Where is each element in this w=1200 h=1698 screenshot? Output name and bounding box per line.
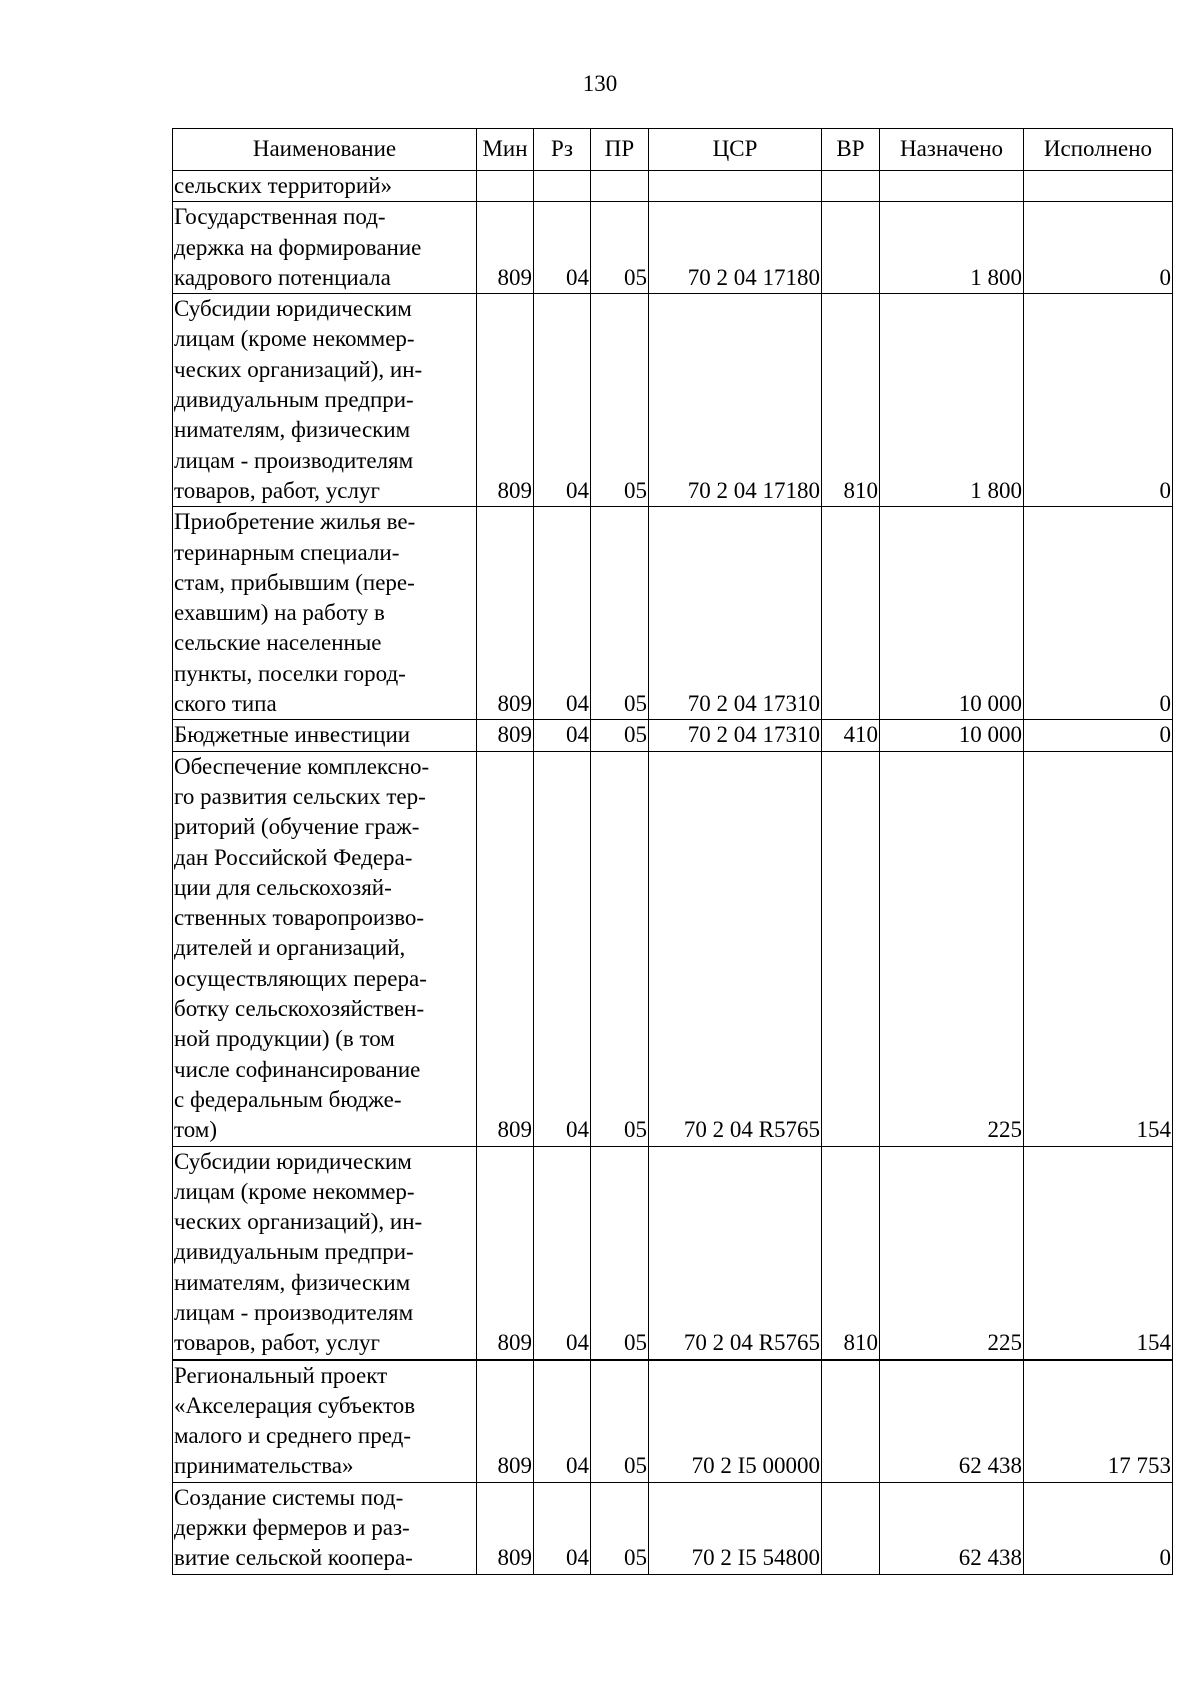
cell-csr: 70 2 04 R5765 bbox=[649, 751, 822, 1146]
cell-name-line: дителей и организаций, bbox=[174, 935, 406, 961]
cell-name-line: ского типа bbox=[174, 691, 277, 717]
cell-name bbox=[173, 751, 477, 1146]
cell-name bbox=[173, 171, 477, 202]
cell-name bbox=[173, 1146, 477, 1360]
table-row bbox=[173, 1482, 1173, 1574]
table-row bbox=[173, 507, 1173, 720]
cell-name-line: числе софинансирование bbox=[174, 1056, 421, 1082]
cell-name-line: принимательства» bbox=[174, 1453, 354, 1479]
cell-name-line: нимателям, физическим bbox=[174, 417, 411, 443]
cell-name-line: сельских территорий» bbox=[174, 173, 393, 198]
cell-pr: 05 bbox=[591, 1482, 649, 1574]
cell-pr: 05 bbox=[591, 507, 649, 720]
cell-name bbox=[173, 507, 477, 720]
cell-csr: 70 2 I5 00000 bbox=[649, 1360, 822, 1483]
cell-name-line: Региональный проект bbox=[174, 1362, 388, 1388]
cell-name-line: дивидуальным предпри- bbox=[174, 387, 414, 413]
cell-csr: 70 2 I5 54800 bbox=[649, 1482, 822, 1574]
cell-name-line: Приобретение жилья ве- bbox=[174, 509, 416, 535]
cell-min: 809 bbox=[477, 1360, 534, 1483]
cell-name-line: ческих организаций), ин- bbox=[174, 1209, 423, 1235]
cell-min: 809 bbox=[477, 507, 534, 720]
cell-name-line: витие сельской коопера- bbox=[174, 1545, 413, 1571]
cell-executed: 0 bbox=[1024, 507, 1173, 720]
column-header-rz: Рз bbox=[534, 129, 591, 171]
cell-name-line: ственных товаропроизво- bbox=[174, 905, 425, 931]
cell-rz bbox=[534, 171, 591, 202]
cell-vr: 810 bbox=[822, 294, 880, 507]
cell-name-line: стам, прибывшим (пере- bbox=[174, 569, 415, 595]
cell-executed: 154 bbox=[1024, 1146, 1173, 1360]
table-row bbox=[173, 1360, 1173, 1483]
cell-name-line: Государственная под- bbox=[174, 204, 386, 230]
cell-executed: 0 bbox=[1024, 202, 1173, 294]
cell-name-line: ехавшим) на работу в bbox=[174, 600, 385, 626]
cell-rz: 04 bbox=[534, 720, 591, 751]
cell-name-line: осуществляющих перера- bbox=[174, 965, 427, 991]
cell-csr: 70 2 04 17310 bbox=[649, 507, 822, 720]
cell-name-line: ческих организаций), ин- bbox=[174, 356, 423, 382]
cell-name-line: Субсидии юридическим bbox=[174, 1148, 412, 1174]
cell-pr: 05 bbox=[591, 1360, 649, 1483]
cell-vr: 410 bbox=[822, 720, 880, 751]
cell-csr: 70 2 04 17180 bbox=[649, 202, 822, 294]
cell-rz: 04 bbox=[534, 294, 591, 507]
cell-name bbox=[173, 1360, 477, 1483]
table-row bbox=[173, 720, 1173, 751]
cell-name-line: Создание системы под- bbox=[174, 1484, 404, 1510]
cell-assigned: 225 bbox=[880, 1146, 1024, 1360]
cell-vr bbox=[822, 507, 880, 720]
cell-name-line: малого и среднего пред- bbox=[174, 1423, 411, 1449]
cell-csr: 70 2 04 R5765 bbox=[649, 1146, 822, 1360]
cell-name bbox=[173, 720, 477, 751]
cell-name-line: лицам - производителям bbox=[174, 447, 414, 473]
cell-name-line: пункты, поселки город- bbox=[174, 660, 406, 686]
cell-name-line: Обеспечение комплексно- bbox=[174, 753, 430, 779]
cell-name-line: Субсидии юридическим bbox=[174, 296, 412, 322]
cell-name-line: лицам (кроме некоммер- bbox=[174, 326, 415, 352]
table-row bbox=[173, 1146, 1173, 1360]
table-row bbox=[173, 202, 1173, 294]
column-header-vr: ВР bbox=[822, 129, 880, 171]
cell-rz: 04 bbox=[534, 1482, 591, 1574]
cell-executed: 154 bbox=[1024, 751, 1173, 1146]
cell-vr bbox=[822, 202, 880, 294]
cell-name-line: теринарным специали- bbox=[174, 539, 400, 565]
cell-rz: 04 bbox=[534, 507, 591, 720]
cell-rz: 04 bbox=[534, 1360, 591, 1483]
cell-vr: 810 bbox=[822, 1146, 880, 1360]
cell-name-line: го развития сельских тер- bbox=[174, 783, 426, 809]
cell-executed: 0 bbox=[1024, 294, 1173, 507]
cell-name bbox=[173, 294, 477, 507]
cell-name-line: риторий (обучение граж- bbox=[174, 814, 420, 840]
table-row bbox=[173, 294, 1173, 507]
cell-name-line: кадрового потенциала bbox=[174, 264, 391, 290]
cell-assigned: 62 438 bbox=[880, 1360, 1024, 1483]
column-header-name: Наименование bbox=[173, 129, 477, 171]
cell-pr: 05 bbox=[591, 1146, 649, 1360]
cell-csr bbox=[649, 171, 822, 202]
cell-name-line: Бюджетные инвестиции bbox=[174, 722, 411, 748]
cell-min: 809 bbox=[477, 202, 534, 294]
cell-name bbox=[173, 1482, 477, 1574]
cell-assigned: 225 bbox=[880, 751, 1024, 1146]
cell-rz: 04 bbox=[534, 751, 591, 1146]
cell-name-line: ции для сельскохозяй- bbox=[174, 874, 392, 900]
cell-name-line: том) bbox=[174, 1117, 218, 1143]
cell-min: 809 bbox=[477, 1482, 534, 1574]
cell-name-line: дан Российской Федера- bbox=[174, 844, 413, 870]
cell-executed bbox=[1024, 171, 1173, 202]
table-row bbox=[173, 751, 1173, 1146]
cell-rz: 04 bbox=[534, 202, 591, 294]
cell-name-line: держка на формирование bbox=[174, 234, 422, 260]
cell-assigned: 1 800 bbox=[880, 294, 1024, 507]
column-header-assigned: Назначено bbox=[880, 129, 1024, 171]
budget-table bbox=[172, 128, 1173, 1575]
cell-min: 809 bbox=[477, 294, 534, 507]
cell-assigned: 1 800 bbox=[880, 202, 1024, 294]
cell-min: 809 bbox=[477, 1146, 534, 1360]
cell-name-line: лицам (кроме некоммер- bbox=[174, 1178, 415, 1204]
cell-name-line: нимателям, физическим bbox=[174, 1269, 411, 1295]
cell-name-line: товаров, работ, услуг bbox=[174, 477, 380, 503]
cell-assigned bbox=[880, 171, 1024, 202]
cell-name bbox=[173, 202, 477, 294]
cell-min bbox=[477, 171, 534, 202]
cell-name-line: товаров, работ, услуг bbox=[174, 1330, 380, 1356]
cell-executed: 0 bbox=[1024, 720, 1173, 751]
cell-pr: 05 bbox=[591, 751, 649, 1146]
cell-pr: 05 bbox=[591, 720, 649, 751]
cell-vr bbox=[822, 171, 880, 202]
cell-name-line: с федеральным бюдже- bbox=[174, 1086, 402, 1112]
cell-executed: 17 753 bbox=[1024, 1360, 1173, 1483]
cell-csr: 70 2 04 17180 bbox=[649, 294, 822, 507]
cell-assigned: 62 438 bbox=[880, 1482, 1024, 1574]
cell-csr: 70 2 04 17310 bbox=[649, 720, 822, 751]
cell-vr bbox=[822, 1482, 880, 1574]
cell-name-line: дивидуальным предпри- bbox=[174, 1239, 414, 1265]
cell-name-line: сельские населенные bbox=[174, 630, 382, 656]
cell-pr bbox=[591, 171, 649, 202]
cell-assigned: 10 000 bbox=[880, 720, 1024, 751]
cell-executed: 0 bbox=[1024, 1482, 1173, 1574]
cell-vr bbox=[822, 1360, 880, 1483]
cell-min: 809 bbox=[477, 720, 534, 751]
column-header-csr: ЦСР bbox=[649, 129, 822, 171]
cell-pr: 05 bbox=[591, 294, 649, 507]
cell-name-line: «Акселерация субъектов bbox=[174, 1392, 416, 1418]
column-header-min: Мин bbox=[477, 129, 534, 171]
page-number: 130 bbox=[582, 71, 618, 96]
cell-assigned: 10 000 bbox=[880, 507, 1024, 720]
cell-name-line: ботку сельскохозяйствен- bbox=[174, 996, 425, 1022]
cell-vr bbox=[822, 751, 880, 1146]
table-body bbox=[173, 171, 1173, 1575]
cell-name-line: держки фермеров и раз- bbox=[174, 1515, 410, 1541]
cell-min: 809 bbox=[477, 751, 534, 1146]
cell-pr: 05 bbox=[591, 202, 649, 294]
cell-name-line: ной продукции) (в том bbox=[174, 1026, 395, 1052]
column-header-executed: Исполнено bbox=[1024, 129, 1173, 171]
cell-name-line: лицам - производителям bbox=[174, 1299, 414, 1325]
table-row bbox=[173, 171, 1173, 202]
cell-rz: 04 bbox=[534, 1146, 591, 1360]
table-header-row bbox=[173, 129, 1173, 171]
column-header-pr: ПР bbox=[591, 129, 649, 171]
